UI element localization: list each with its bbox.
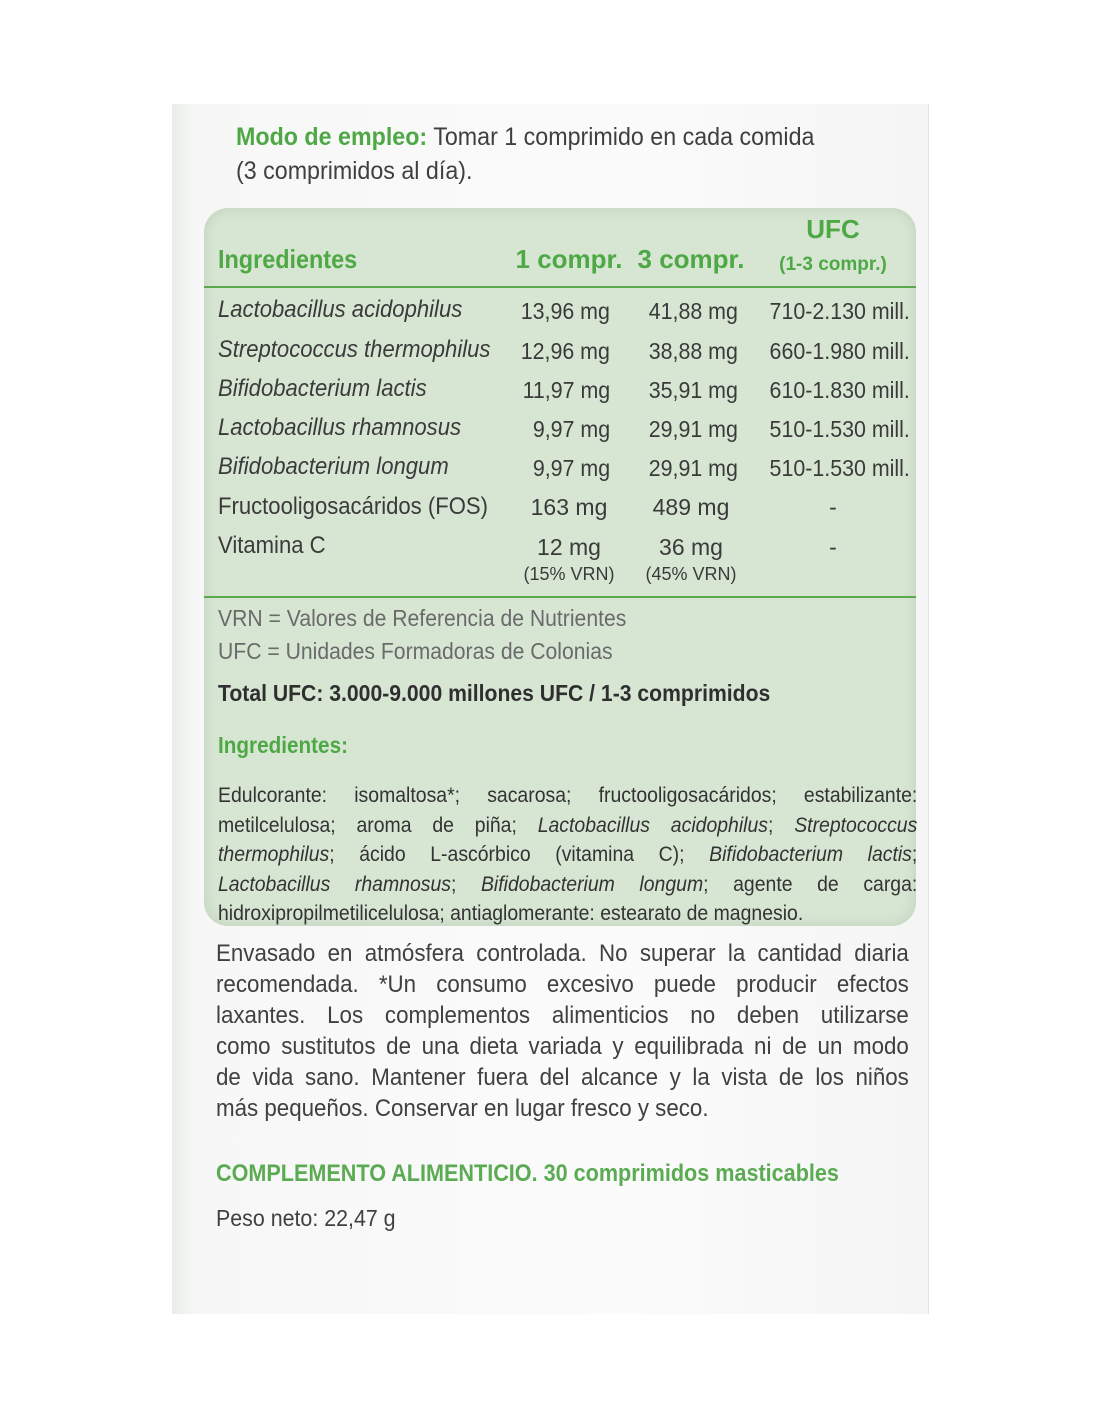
header-1-compr: 1 compr. <box>515 244 623 274</box>
product-type: COMPLEMENTO ALIMENTICIO. 30 comprimidos masticables <box>216 1160 839 1187</box>
row-value-3: 29,91 mg <box>648 416 738 442</box>
row-value-1: 12 mg <box>537 534 601 560</box>
row-value-3: 38,88 mg <box>648 338 738 364</box>
usage-instructions <box>236 120 915 188</box>
row-ufc: - <box>829 534 837 560</box>
row-value-3: 29,91 mg <box>648 455 738 481</box>
row-value-3: 41,88 mg <box>648 298 738 324</box>
row-name: Lactobacillus rhamnosus <box>218 414 462 441</box>
ingredients-species: Lactobacillus acidophilus <box>537 813 769 837</box>
net-weight: Peso neto: 22,47 g <box>216 1205 396 1231</box>
warning-text <box>216 938 909 1124</box>
ingredients-species: thermophilus <box>218 843 330 866</box>
ingredients-text: ; <box>911 843 918 866</box>
ingredients-species: Bifidobacterium longum <box>480 872 704 896</box>
total-ufc: Total UFC: 3.000-9.000 millones UFC / 1-3 comprimidos <box>218 680 771 706</box>
table-divider <box>204 596 916 598</box>
ingredients-species: Bifidobacterium lactis <box>709 843 912 866</box>
row-name: Vitamina C <box>218 532 326 559</box>
row-value-1: 11,97 mg <box>522 377 610 403</box>
warning-line: laxantes. Los complementos alimenticios no deben utilizarse <box>216 1002 909 1029</box>
nutrition-panel <box>204 208 916 926</box>
warning-line: de vida sano. Mantener fuera del alcance y la vista de los niños <box>216 1064 909 1091</box>
row-value-1: 12,96 mg <box>520 338 610 364</box>
legend-ufc: UFC = Unidades Formadoras de Colonias <box>218 638 613 664</box>
ingredients-species: Streptococcus <box>794 813 918 837</box>
header-ingredients: Ingredientes <box>218 244 358 274</box>
ingredients-line: Edulcorante: isomaltosa*; sacarosa; fructooligosacáridos; estabilizante: <box>218 784 918 807</box>
row-name: Fructooligosacáridos (FOS) <box>218 493 488 520</box>
row-value-1: 163 mg <box>530 494 608 520</box>
ingredients-text: ; <box>768 813 795 837</box>
warning-line: Envasado en atmósfera controlada. No superar la cantidad diaria <box>216 940 909 967</box>
warning-line: recomendada. *Un consumo excesivo puede producir efectos <box>216 971 909 998</box>
row-ufc: 710-2.130 mill. <box>769 298 910 324</box>
row-name: Streptococcus thermophilus <box>218 336 491 363</box>
row-value-1: 9,97 mg <box>532 455 610 481</box>
ingredients-list <box>218 781 917 929</box>
ingredients-text: metilcelulosa; aroma de piña; <box>218 813 538 837</box>
ingredients-text: ; agente de carga: <box>703 872 918 896</box>
usage-line-1: Tomar 1 comprimido en cada comida <box>433 123 815 151</box>
row-ufc: 510-1.530 mill. <box>769 416 910 442</box>
row-value-1: 13,96 mg <box>520 298 610 324</box>
row-ufc: 610-1.830 mill. <box>769 377 910 403</box>
row-ufc: 660-1.980 mill. <box>769 338 910 364</box>
row-name: Bifidobacterium lactis <box>218 375 427 402</box>
legend-vrn: VRN = Valores de Referencia de Nutrientes <box>218 605 627 631</box>
row-value-3: 35,91 mg <box>648 377 738 403</box>
row-value-1: 9,97 mg <box>532 416 610 442</box>
row-vrn-3: (45% VRN) <box>645 564 737 584</box>
header-ufc: UFC <box>806 214 860 244</box>
row-vrn-1: (15% VRN) <box>523 564 615 584</box>
row-value-3: 36 mg <box>659 534 723 560</box>
ingredients-species: Lactobacillus rhamnosus <box>218 872 451 896</box>
usage-line-2: (3 comprimidos al día). <box>236 157 473 185</box>
ingredients-heading: Ingredientes: <box>218 732 348 758</box>
ingredients-text: ; ácido L-ascórbico (vitamina C); <box>329 843 710 866</box>
row-ufc: - <box>829 494 837 520</box>
row-name: Lactobacillus acidophilus <box>218 296 463 323</box>
header-ufc-sub: (1-3 compr.) <box>779 254 887 275</box>
row-name: Bifidobacterium longum <box>218 453 449 480</box>
usage-label: Modo de empleo: <box>236 123 428 151</box>
warning-line: más pequeños. Conservar en lugar fresco y seco. <box>216 1095 709 1122</box>
header-3-compr: 3 compr. <box>637 244 745 274</box>
row-value-3: 489 mg <box>652 494 730 520</box>
ingredients-text: ; <box>450 872 481 896</box>
warning-line: como sustitutos de una dieta variada y equilibrada ni de un modo <box>216 1033 909 1060</box>
ingredients-text: hidroxipropilmetilicelulosa; antiaglomerante: estearato de magnesio. <box>218 902 804 925</box>
header-divider <box>204 286 916 288</box>
row-ufc: 510-1.530 mill. <box>769 455 910 481</box>
